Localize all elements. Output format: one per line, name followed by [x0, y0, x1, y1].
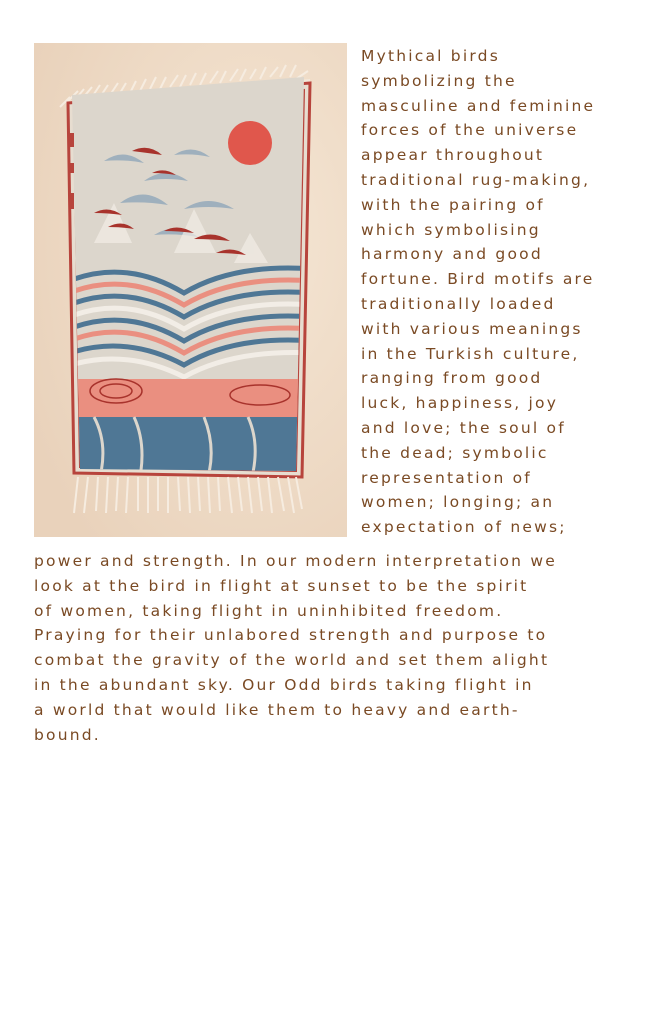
- body-paragraph: power and strength. In our modern interpretation we look at the bird in flight at sunset to be the spirit of women, taking flight in uninhibited freedom. Praying for their unlabored strength and purpose to combat the gravity of the world and set them alight in the abundant sky. Our Odd birds taking flight in a world that would like them to heavy and earth- bound.: [34, 552, 557, 744]
- sun: [228, 121, 272, 165]
- rug-photo: [34, 43, 347, 537]
- side-paragraph: Mythical birds symbolizing the masculine and feminine forces of the universe appear throughout traditional rug-making, with the pairing of which symbolising harmony and good fortune. Bird motifs are traditionally loaded with various meanings in the Turkish culture, ranging from good luck, happiness, joy and love; the soul of the dead; symbolic representation of women; longing; an expectation of news;: [361, 47, 596, 537]
- rug-illustration: [34, 43, 347, 537]
- salmon-band: [64, 379, 314, 417]
